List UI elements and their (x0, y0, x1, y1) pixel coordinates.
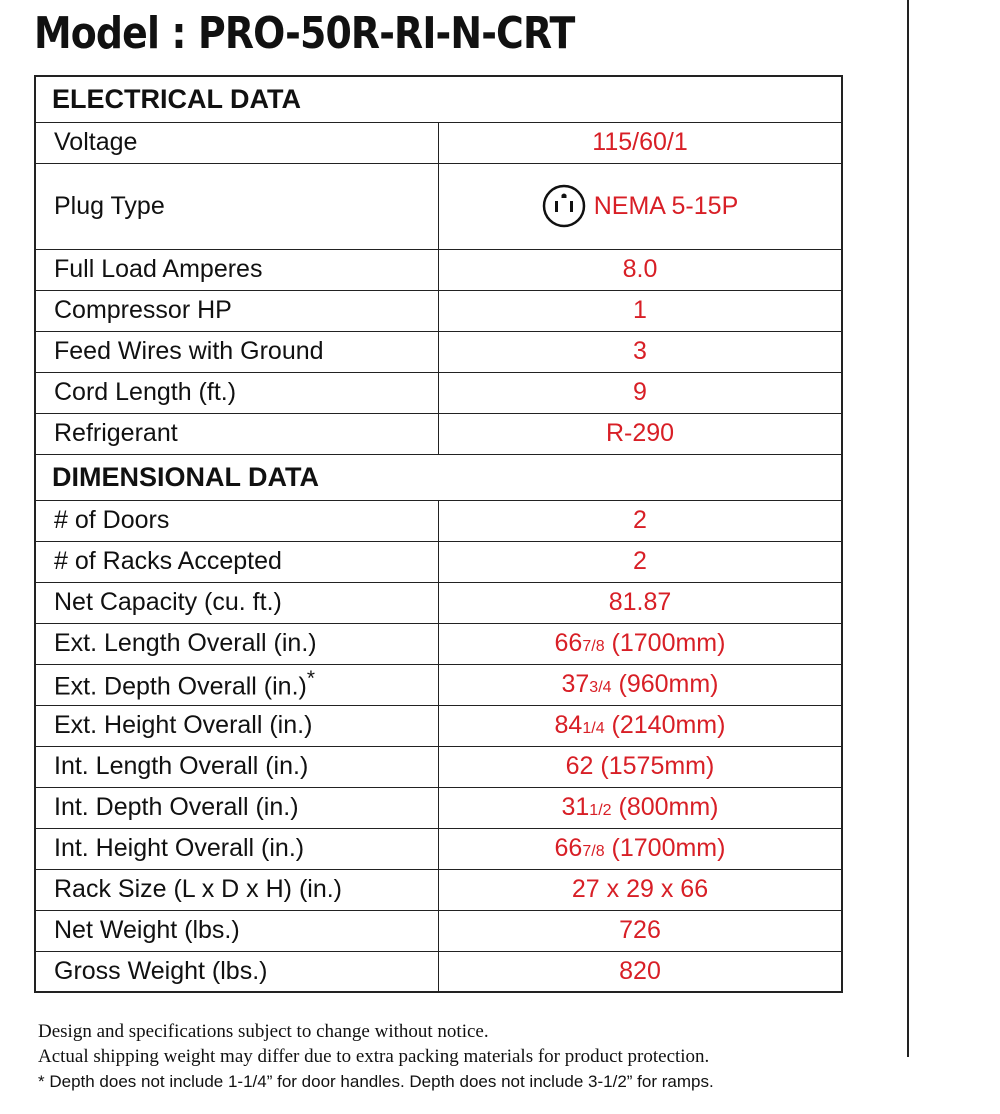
table-row (35, 705, 842, 746)
row-label: Int. Depth Overall (in.) (35, 787, 439, 828)
section-heading: ELECTRICAL DATA (35, 76, 842, 122)
value-whole: 66 (554, 629, 583, 657)
row-value: 8.0 (439, 249, 843, 290)
table-row (35, 869, 842, 910)
row-value: 9 (439, 372, 843, 413)
row-label: Ext. Length Overall (in.) (35, 623, 439, 664)
row-value (439, 623, 843, 664)
row-value: 62 (1575mm) (439, 746, 843, 787)
row-label: Rack Size (L x D x H) (in.) (35, 869, 439, 910)
row-label: Int. Height Overall (in.) (35, 828, 439, 869)
row-value: 81.87 (439, 582, 843, 623)
section-header-electrical (35, 76, 842, 122)
table-row (35, 828, 842, 869)
note-disclaimer: Design and specifications subject to change without notice. (38, 1021, 489, 1042)
spec-table (34, 75, 843, 993)
row-label: Feed Wires with Ground (35, 331, 439, 372)
table-row (35, 249, 842, 290)
row-value: 27 x 29 x 66 (439, 869, 843, 910)
row-label: Compressor HP (35, 290, 439, 331)
value-metric: (2140mm) (604, 711, 726, 739)
row-value: 115/60/1 (439, 122, 843, 163)
table-row (35, 500, 842, 541)
value-whole: 66 (554, 834, 583, 862)
row-value: 820 (439, 951, 843, 992)
value-metric: (1700mm) (604, 834, 726, 862)
footnote-marker: * (306, 667, 315, 691)
note-shipping-weight: Actual shipping weight may differ due to extra packing materials for product protection. (38, 1046, 710, 1067)
row-value (439, 705, 843, 746)
table-row (35, 582, 842, 623)
row-label: Gross Weight (lbs.) (35, 951, 439, 992)
row-value: 2 (439, 541, 843, 582)
value-metric: (1700mm) (604, 629, 726, 657)
table-row (35, 951, 842, 992)
section-header-dimensional (35, 454, 842, 500)
table-row (35, 372, 842, 413)
row-value: 3 (439, 331, 843, 372)
table-row (35, 787, 842, 828)
row-label: Voltage (35, 122, 439, 163)
vertical-divider (907, 0, 909, 1057)
row-value: 726 (439, 910, 843, 951)
row-value: 2 (439, 500, 843, 541)
value-metric: (800mm) (611, 793, 719, 821)
value-fraction: 3/4 (589, 679, 612, 696)
value-fraction: 7/8 (582, 843, 605, 860)
row-label: Int. Length Overall (in.) (35, 746, 439, 787)
row-label: Net Weight (lbs.) (35, 910, 439, 951)
row-label-text: Ext. Depth Overall (in.) (54, 672, 307, 701)
value-fraction: 7/8 (582, 638, 605, 655)
section-heading: DIMENSIONAL DATA (35, 454, 842, 500)
value-fraction: 1/2 (589, 802, 612, 819)
value-whole: 31 (561, 793, 590, 821)
row-label: Net Capacity (cu. ft.) (35, 582, 439, 623)
plug-type-value: NEMA 5-15P (593, 191, 739, 220)
table-row (35, 541, 842, 582)
row-value (439, 664, 843, 705)
model-title: Model : PRO-50R-RI-N-CRT (34, 8, 575, 59)
row-value (439, 828, 843, 869)
table-row (35, 664, 842, 705)
value-metric: (960mm) (611, 670, 719, 698)
table-row (35, 413, 842, 454)
table-row (35, 163, 842, 249)
row-value (439, 163, 843, 249)
table-row (35, 746, 842, 787)
row-label: # of Racks Accepted (35, 541, 439, 582)
value-fraction: 1/4 (582, 720, 605, 737)
value-whole: 37 (561, 670, 590, 698)
table-row (35, 122, 842, 163)
table-row (35, 290, 842, 331)
row-label: Plug Type (35, 163, 439, 249)
row-label: # of Doors (35, 500, 439, 541)
note-depth: * Depth does not include 1-1/4” for door handles. Depth does not include 3-1/2” for ramps. (38, 1072, 714, 1091)
nema-5-15p-outlet-icon (542, 184, 586, 228)
footnotes (38, 1019, 898, 1094)
table-row (35, 623, 842, 664)
row-value: 1 (439, 290, 843, 331)
row-label: Ext. Height Overall (in.) (35, 705, 439, 746)
row-value (439, 787, 843, 828)
row-label (35, 664, 439, 705)
row-label: Cord Length (ft.) (35, 372, 439, 413)
table-row (35, 331, 842, 372)
row-label: Full Load Amperes (35, 249, 439, 290)
row-value: R-290 (439, 413, 843, 454)
row-label: Refrigerant (35, 413, 439, 454)
value-whole: 84 (554, 711, 583, 739)
table-row (35, 910, 842, 951)
